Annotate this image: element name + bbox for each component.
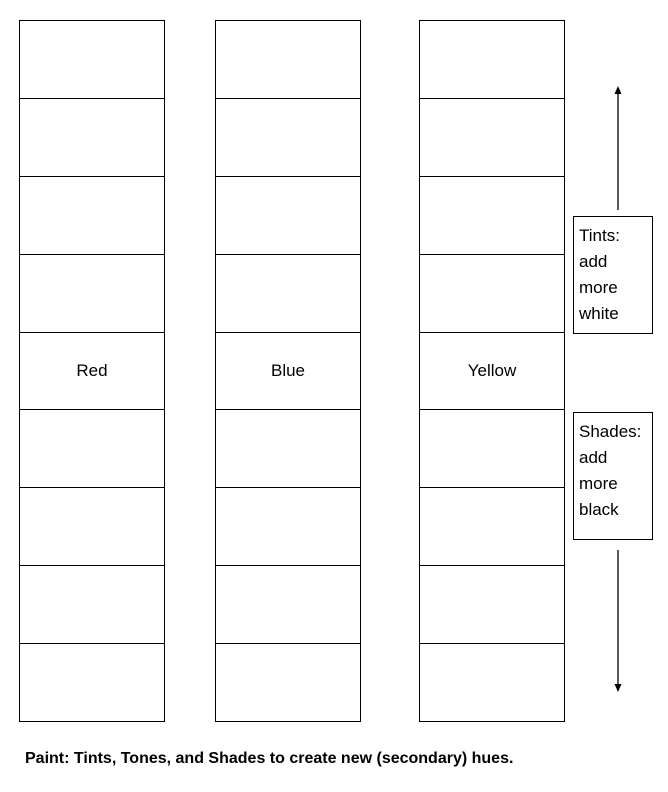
- tint-cell: [216, 99, 360, 177]
- red-value-scale-column: [19, 20, 165, 722]
- base-color-cell-red: Red: [20, 333, 164, 411]
- shade-cell: [216, 410, 360, 488]
- yellow-value-scale-column: [419, 20, 565, 722]
- tints-note: [573, 216, 653, 334]
- base-color-cell-blue: Blue: [216, 333, 360, 411]
- tints-note-line: white: [579, 304, 619, 323]
- shade-cell: [20, 488, 164, 566]
- shades-note-line: more: [579, 474, 618, 493]
- arrow-up-icon: [611, 86, 625, 210]
- shade-cell: [216, 644, 360, 721]
- tint-cell: [216, 177, 360, 255]
- tint-cell: [20, 177, 164, 255]
- shades-note-title: Shades:: [579, 422, 642, 441]
- tint-cell: [420, 21, 564, 99]
- tint-cell: [20, 99, 164, 177]
- tint-cell: [20, 255, 164, 333]
- tints-note-line: more: [579, 278, 618, 297]
- shade-cell: [420, 410, 564, 488]
- arrow-down-icon: [611, 550, 625, 692]
- shade-cell: [20, 566, 164, 644]
- shade-cell: [420, 488, 564, 566]
- shade-cell: [420, 644, 564, 721]
- shade-cell: [420, 566, 564, 644]
- shade-cell: [20, 644, 164, 721]
- tint-cell: [216, 21, 360, 99]
- base-color-cell-yellow: Yellow: [420, 333, 564, 411]
- blue-value-scale-column: [215, 20, 361, 722]
- tint-cell: [420, 177, 564, 255]
- tint-cell: [420, 99, 564, 177]
- shades-note-line: black: [579, 500, 619, 519]
- shade-cell: [216, 566, 360, 644]
- shades-note-line: add: [579, 448, 608, 467]
- tint-cell: [420, 255, 564, 333]
- tint-cell: [20, 21, 164, 99]
- tint-cell: [216, 255, 360, 333]
- shades-note: [573, 412, 653, 540]
- shade-cell: [20, 410, 164, 488]
- tints-note-line: add: [579, 252, 608, 271]
- tints-note-title: Tints:: [579, 226, 620, 245]
- shade-cell: [216, 488, 360, 566]
- worksheet-caption: Paint: Tints, Tones, and Shades to create new (secondary) hues.: [25, 750, 514, 767]
